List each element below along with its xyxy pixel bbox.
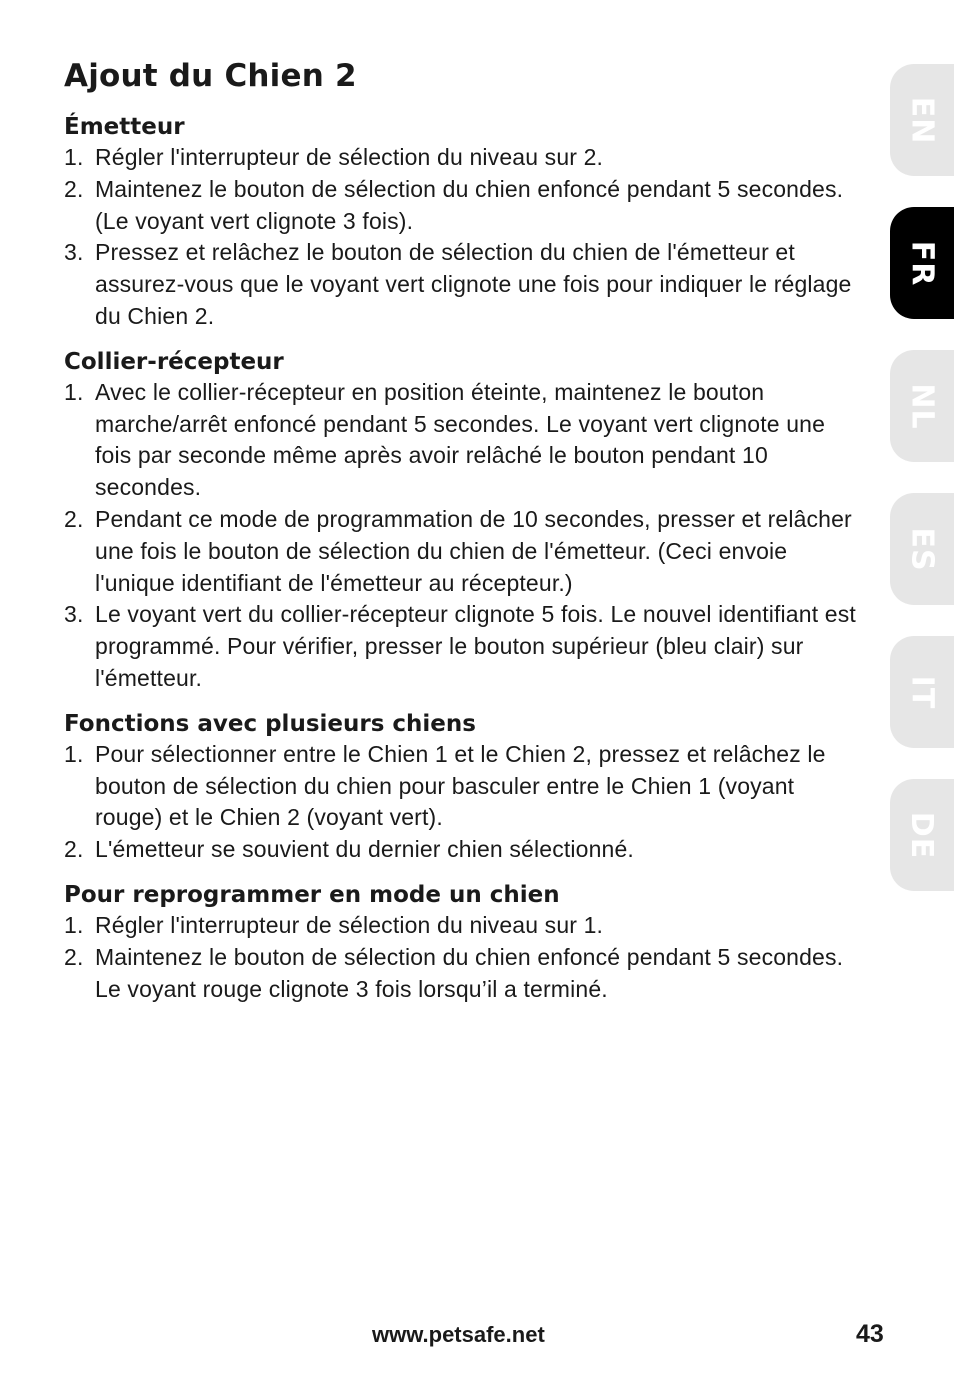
step-number: 1. [64, 378, 84, 405]
step-text: Régler l'interrupteur de sélection du niveau sur 1. [95, 911, 604, 938]
step-number: 2. [64, 836, 84, 863]
tab-label: IT [904, 675, 940, 709]
step-text: Pendant ce mode de programmation de 10 secondes, presser et relâcher une fois le bouton de sélection du chien de l'émetteur. (Ceci envoie l'unique identifiant de l'émetteur au récepteur.) [95, 505, 852, 596]
list-item [64, 174, 864, 238]
section-reprogrammer [64, 880, 864, 1005]
section-heading: Émetteur [64, 114, 185, 140]
step-text: Maintenez le bouton de sélection du chien enfoncé pendant 5 secondes. (Le voyant vert clignote 3 fois). [95, 175, 844, 234]
tab-label: NL [904, 382, 940, 430]
page-content [64, 58, 864, 1019]
steps-list [64, 739, 864, 866]
tab-en[interactable] [890, 64, 954, 176]
section-heading: Collier-récepteur [64, 348, 284, 375]
tab-de[interactable] [890, 779, 954, 891]
step-text: Maintenez le bouton de sélection du chien enfoncé pendant 5 secondes. Le voyant rouge clignote 3 fois lorsqu’il a terminé. [95, 943, 844, 1002]
tab-fr[interactable] [890, 207, 954, 319]
steps-list [64, 910, 864, 1005]
section-heading: Fonctions avec plusieurs chiens [64, 710, 476, 737]
tab-label: DE [904, 811, 940, 859]
step-number: 1. [64, 144, 84, 170]
tab-label: EN [904, 96, 940, 144]
tab-it[interactable] [890, 636, 954, 748]
list-item [64, 142, 864, 174]
list-item [64, 942, 864, 1006]
step-number: 3. [64, 601, 84, 628]
step-number: 3. [64, 239, 84, 266]
steps-list [64, 142, 864, 333]
step-number: 1. [64, 740, 84, 767]
tab-nl[interactable] [890, 350, 954, 462]
steps-list [64, 377, 864, 695]
step-number: 2. [64, 505, 84, 532]
step-text: Régler l'interrupteur de sélection du niveau sur 2. [95, 144, 604, 170]
step-number: 1. [64, 911, 84, 938]
tab-label: FR [904, 240, 940, 286]
tab-label: ES [904, 526, 940, 572]
section-heading: Pour reprogrammer en mode un chien [64, 881, 560, 908]
tab-es[interactable] [890, 493, 954, 605]
list-item [64, 237, 864, 332]
step-number: 2. [64, 175, 84, 202]
section-emetteur [64, 112, 864, 333]
step-text: Pour sélectionner entre le Chien 1 et le Chien 2, pressez et relâchez le bouton de sélection du chien pour basculer entre le Chien 1 (voyant rouge) et le Chien 2 (voyant vert). [95, 740, 826, 831]
list-item [64, 599, 864, 694]
step-number: 2. [64, 943, 84, 970]
list-item [64, 834, 864, 866]
page-title: Ajout du Chien 2 [64, 58, 357, 94]
section-plusieurs-chiens [64, 709, 864, 866]
step-text: Pressez et relâchez le bouton de sélection du chien de l'émetteur et assurez-vous que le voyant vert clignote une fois pour indiquer le réglage du Chien 2. [95, 239, 852, 329]
list-item [64, 377, 864, 504]
footer-url[interactable]: www.petsafe.net [372, 1322, 545, 1347]
list-item [64, 504, 864, 599]
list-item [64, 739, 864, 834]
step-text: Le voyant vert du collier-récepteur clignote 5 fois. Le nouvel identifiant est programmé. Pour vérifier, presser le bouton supérieur (bleu clair) sur l'émetteur. [95, 601, 856, 691]
section-collier-recepteur [64, 347, 864, 695]
step-text: Avec le collier-récepteur en position éteinte, maintenez le bouton marche/arrêt enfoncé pendant 5 secondes. Le voyant vert clignote une fois par seconde même après avoir relâché le bouton pendant 10 secondes. [95, 378, 826, 501]
list-item [64, 910, 864, 942]
step-text: L'émetteur se souvient du dernier chien sélectionné. [95, 836, 634, 863]
page-number: 43 [856, 1320, 884, 1348]
